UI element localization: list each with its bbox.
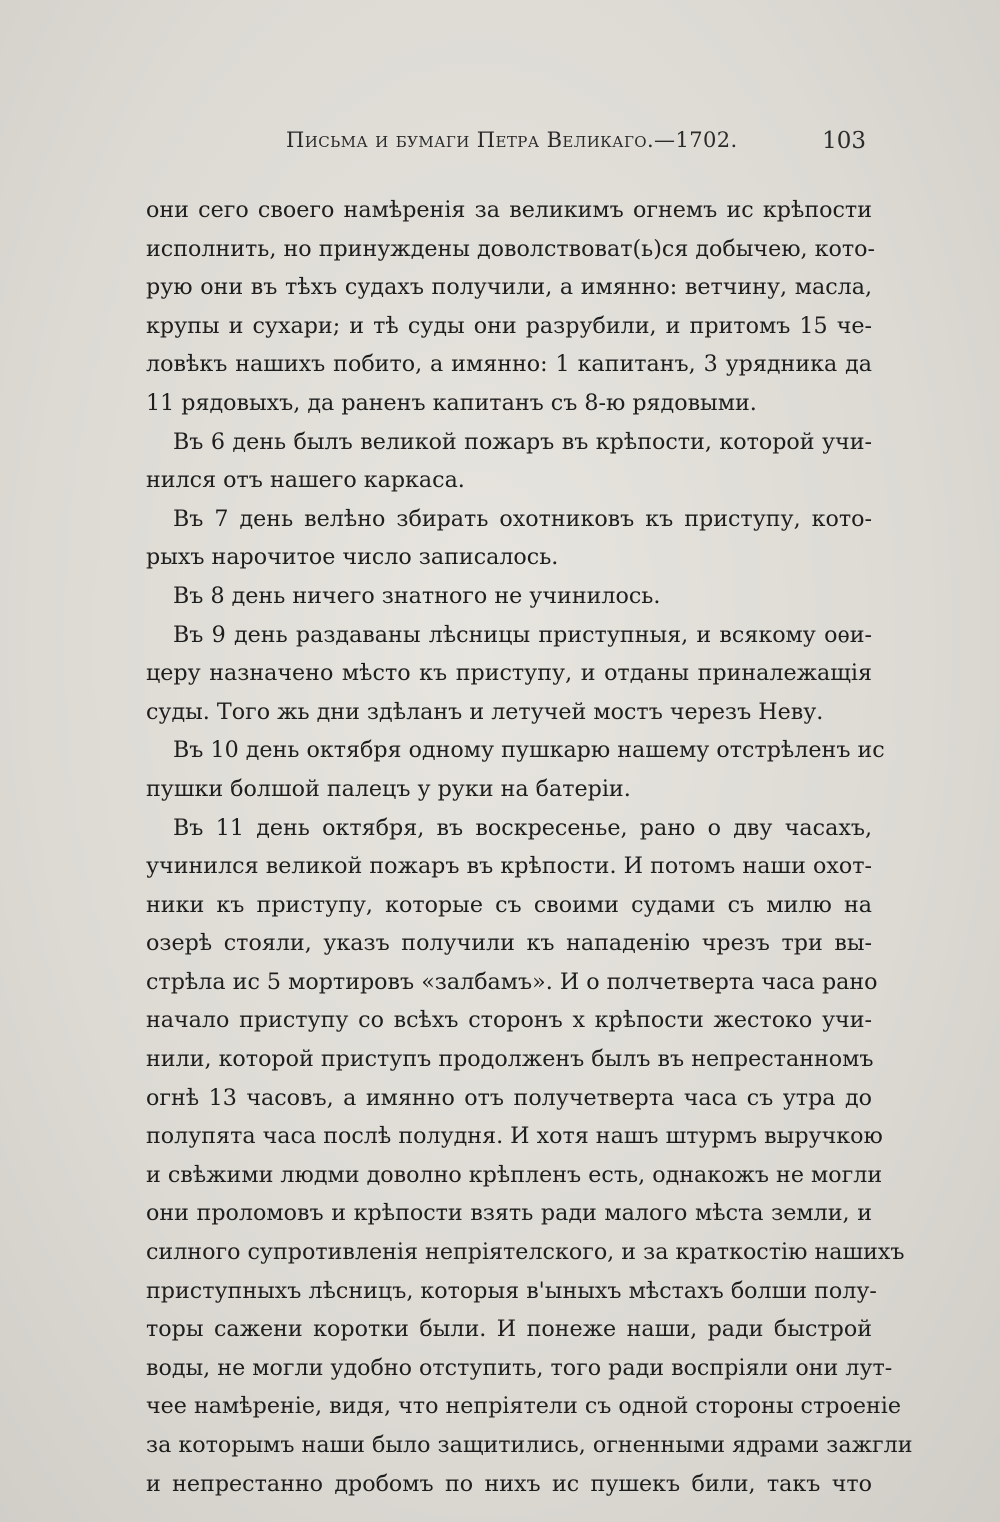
text-line: приступныхъ лѣсницъ, которыя в'ыныхъ мѣстахъ болши полу- — [146, 1277, 877, 1304]
text-line: они проломовъ и крѣпости взять ради малого мѣста земли, и — [146, 1200, 872, 1227]
text-line: Въ 11 день октября, въ воскресенье, рано о дву часахъ, — [173, 814, 872, 841]
text-line: полупята часа послѣ полудня. И хотя нашъ штурмъ выручкою — [146, 1123, 883, 1150]
body-text — [146, 191, 913, 1503]
text-line: они сего своего намѣренія за великимъ огнемъ ис крѣпости — [146, 197, 872, 223]
text-line: за которымъ наши было защитились, огненными ядрами зажгли — [146, 1432, 913, 1458]
text-line: силного супротивленія непріятелского, и за краткостію нашихъ — [146, 1239, 905, 1266]
text-line: Въ 8 день ничего знатного не учинилось. — [173, 582, 661, 609]
text-line: Въ 6 день былъ великой пожаръ въ крѣпости, которой учи- — [173, 428, 872, 455]
page-header — [286, 128, 876, 164]
text-line: рыхъ нарочитое число записалось. — [146, 544, 559, 571]
text-line: Въ 9 день раздаваны лѣсницы приступныя, и всякому оѳи- — [173, 621, 872, 648]
text-line: озерѣ стояли, указъ получили къ нападенію чрезъ три вы- — [146, 930, 872, 957]
text-line: Въ 10 день октября одному пушкарю нашему отстрѣленъ ис — [173, 737, 885, 764]
text-line: крупы и сухари; и тѣ суды они разрубили, и притомъ 15 че- — [146, 312, 872, 339]
text-line: 11 рядовыхъ, да раненъ капитанъ съ 8-ю рядовыми. — [146, 389, 757, 416]
text-line: и непрестанно дробомъ по нихъ ис пушекъ били, такъ что — [146, 1470, 872, 1497]
running-head: Письма и бумаги Петра Великаго.—1702. — [286, 128, 738, 152]
text-line: рую они въ тѣхъ судахъ получили, а имянно: ветчину, масла, — [146, 274, 872, 301]
text-line: воды, не могли удобно отступить, того ради воспріяли они лут- — [146, 1354, 893, 1381]
text-line: исполнить, но принуждены доволствоват(ь)ся добычею, кото- — [146, 235, 876, 262]
text-line: нился отъ нашего каркаса. — [146, 467, 465, 494]
text-line: ники къ приступу, которые съ своими судами съ милю на — [146, 891, 872, 918]
text-line: торы сажени коротки были. И понеже наши, ради быстрой — [146, 1316, 872, 1343]
text-line: суды. Того жь дни здѣланъ и летучей мостъ черезъ Неву. — [146, 698, 824, 725]
text-line: нили, которой приступъ продолженъ былъ въ непрестанномъ — [146, 1046, 874, 1073]
page-number: 103 — [822, 128, 866, 154]
text-line: учинился великой пожаръ въ крѣпости. И потомъ наши охот- — [146, 853, 872, 880]
text-line: пушки болшой палецъ у руки на батеріи. — [146, 775, 631, 802]
text-line: чее намѣреніе, видя, что непріятели съ одной стороны строеніе — [146, 1393, 901, 1420]
text-line: начало приступу со всѣхъ сторонъ х крѣпости жестоко учи- — [146, 1007, 872, 1034]
text-line: и свѣжими людми доволно крѣпленъ есть, однакожъ не могли — [146, 1161, 883, 1188]
text-line: огнѣ 13 часовъ, а имянно отъ получетверта часа съ утра до — [146, 1084, 872, 1111]
text-line: стрѣла ис 5 мортировъ «залбамъ». И о полчетверта часа рано — [146, 968, 878, 995]
text-line: ловѣкъ нашихъ побито, а имянно: 1 капитанъ, 3 урядника да — [146, 351, 872, 378]
text-line: церу назначено мѣсто къ приступу, и отданы приналежащія — [146, 660, 872, 687]
text-line: Въ 7 день велѣно збирать охотниковъ къ приступу, кото- — [173, 505, 872, 532]
